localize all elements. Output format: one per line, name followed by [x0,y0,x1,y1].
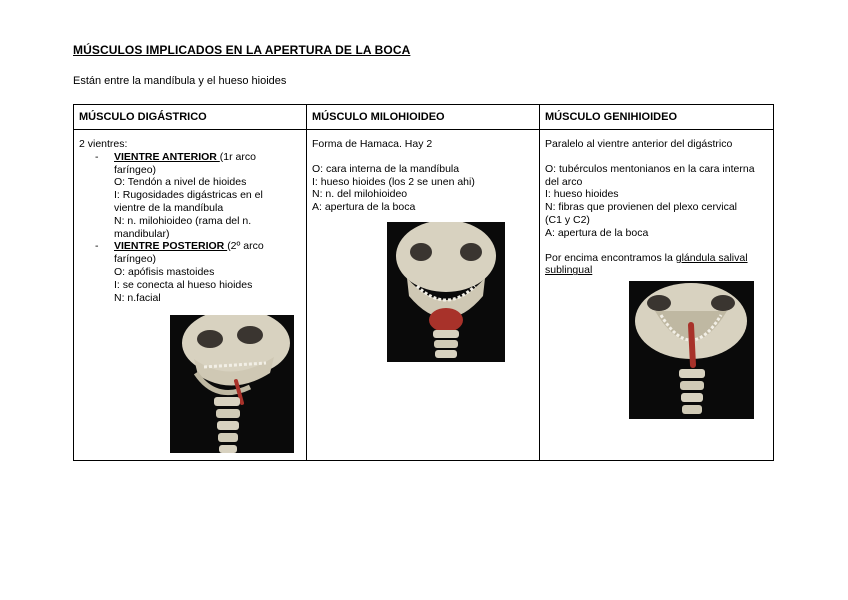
header-milohioideo: MÚSCULO MILOHIOIDEO [307,105,540,130]
milohioideo-line: O: cara interna de la mandíbula [312,162,460,175]
anterior-note: (1r arco [219,150,256,163]
muscles-table [73,104,774,461]
cell-digastrico [74,130,307,461]
anterior-line: O: Tendón a nivel de hioides [114,176,247,189]
posterior-line: N: n.facial [114,291,161,304]
bullet-dash: - [95,240,99,253]
posterior-note: (2º arco [227,240,264,253]
page-title: MÚSCULOS IMPLICADOS EN LA APERTURA DE LA BOCA [73,43,411,57]
genihioideo-line: Paralelo al vientre anterior del digástrico [545,138,733,150]
milohioideo-line: A: apertura de la boca [312,201,416,214]
genihioideo-note [545,252,768,265]
table-header-row [74,105,774,130]
cell-milohioideo [307,130,540,461]
note-prefix: Por encima encontramos la [545,251,676,264]
anterior-line: vientre de la mandíbula [114,201,224,214]
cell-genihioideo [540,130,774,461]
anterior-line: N: n. milohioideo (rama del n. [114,214,252,227]
posterior-line: I: se conecta al hueso hioides [114,278,253,291]
genihioideo-image [629,281,754,419]
anterior-line: I: Rugosidades digástricas en el [114,189,263,202]
anterior-title: VIENTRE ANTERIOR [114,150,220,163]
posterior-bullet [79,240,301,253]
posterior-title: VIENTRE POSTERIOR [114,240,228,253]
glandula-link: glándula salival [675,251,748,264]
genihioideo-line: A: apertura de la boca [545,226,649,239]
genihioideo-line: I: hueso hioides [545,188,619,201]
milohioideo-image [387,222,505,362]
milohioideo-line: N: n. del milohioideo [312,188,408,201]
header-digastrico: MÚSCULO DIGÁSTRICO [74,105,307,130]
posterior-line: O: apófisis mastoides [114,265,215,278]
milohioideo-line: Forma de Hamaca. Hay 2 [312,138,433,150]
glandula-link-cont: sublingual [545,264,593,277]
anterior-bullet [79,151,301,164]
digastrico-image [170,315,294,453]
posterior-note-2: faríngeo) [114,253,157,266]
digastrico-intro: 2 vientres: [79,138,128,150]
intro-text: Están entre la mandíbula y el hueso hioides [73,75,287,87]
genihioideo-line: N: fibras que provienen del plexo cervical [545,201,738,214]
milohioideo-line: I: hueso hioides (los 2 se unen ahi) [312,175,475,188]
genihioideo-line: O: tubérculos mentonianos en la cara interna [545,162,755,175]
anterior-note-2: faríngeo) [114,163,157,176]
genihioideo-line: (C1 y C2) [545,213,590,226]
bullet-dash: - [95,150,99,163]
table-body-row [74,130,774,461]
anterior-line: mandibular) [114,227,170,240]
genihioideo-line: del arco [545,175,583,188]
header-genihioideo: MÚSCULO GENIHIOIDEO [540,105,774,130]
